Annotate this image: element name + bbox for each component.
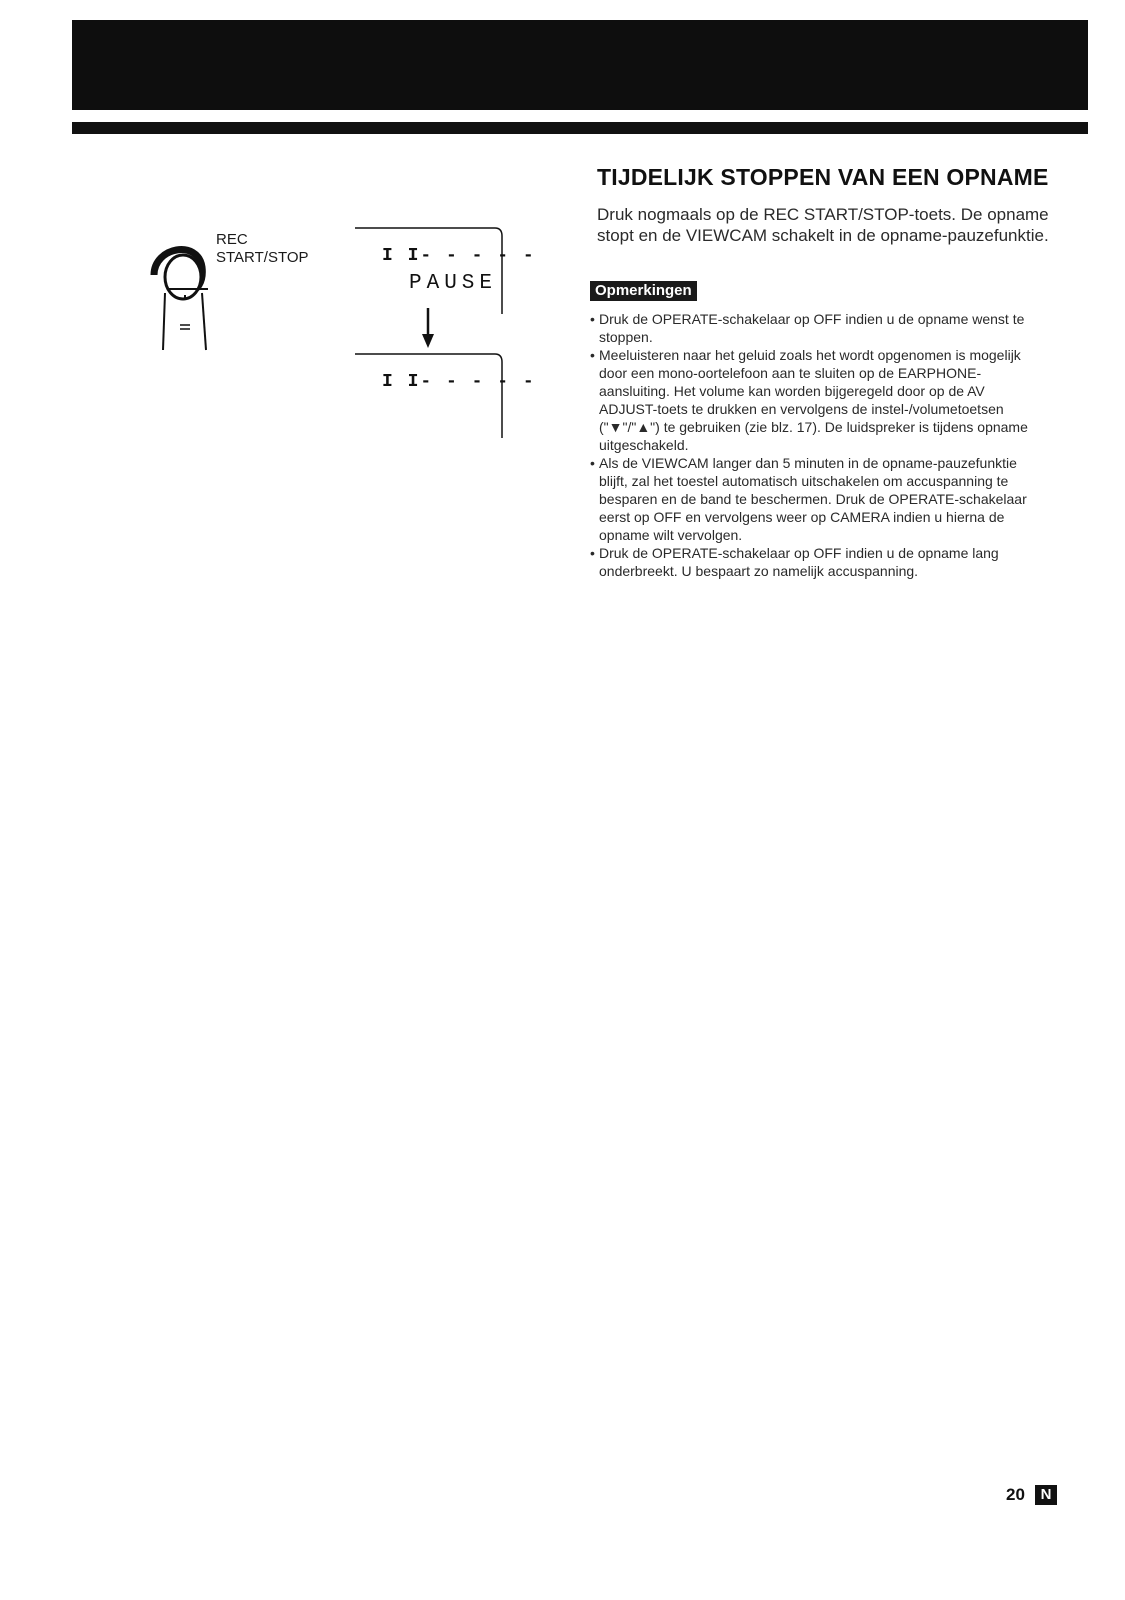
display-pause-indicator-2: I I- - - - - [382,372,536,392]
page-number: 20 [1006,1485,1025,1504]
notes-list [590,310,1045,580]
rec-start-stop-label [216,231,309,267]
rec-label-line2: START/STOP [216,249,309,266]
display-pause-text: PAUSE [409,272,498,295]
section-title: TIJDELIJK STOPPEN VAN EEN OPNAME [597,164,1049,190]
display-pause-indicator: I I- - - - - [382,246,536,266]
section-intro: Druk nogmaals op de REC START/STOP-toets. De opname stopt en de VIEWCAM schakelt in de opname-pauzefunktie. [597,205,1049,245]
rec-button-illustration [150,225,220,355]
header-bar [72,20,1088,110]
list-item: • Druk de OPERATE-schakelaar op OFF indien u de opname wenst te stoppen. [590,310,1045,346]
notes-heading: Opmerkingen [590,281,697,301]
rec-label-line1: REC [216,231,248,248]
list-item: • Druk de OPERATE-schakelaar op OFF indien u de opname lang onderbreekt. U bespaart zo namelijk accuspanning. [590,544,1045,580]
list-item: • Meeluisteren naar het geluid zoals het wordt opgenomen is mogelijk door een mono-oortelefoon aan te sluiten op de EARPHONE-aansluiting. Het volume kan worden bijgeregeld door op de AV ADJUST-toets te drukken en vervolgens de instel-/volumetoetsen ("▼"/"▲") te gebruiken (zie blz. 17). De luidspreker is tijdens opname uitgeschakeld. [590,346,1045,454]
header-rule [72,122,1088,134]
list-item: • Als de VIEWCAM langer dan 5 minuten in de opname-pauzefunktie blijft, zal het toestel automatisch uitschakelen om accuspanning te besparen en de band te beschermen. Druk de OPERATE-schakelaar eerst op OFF en vervolgens weer op CAMERA indien u hierna de opname wilt vervolgen. [590,454,1045,544]
language-badge: N [1035,1485,1057,1505]
